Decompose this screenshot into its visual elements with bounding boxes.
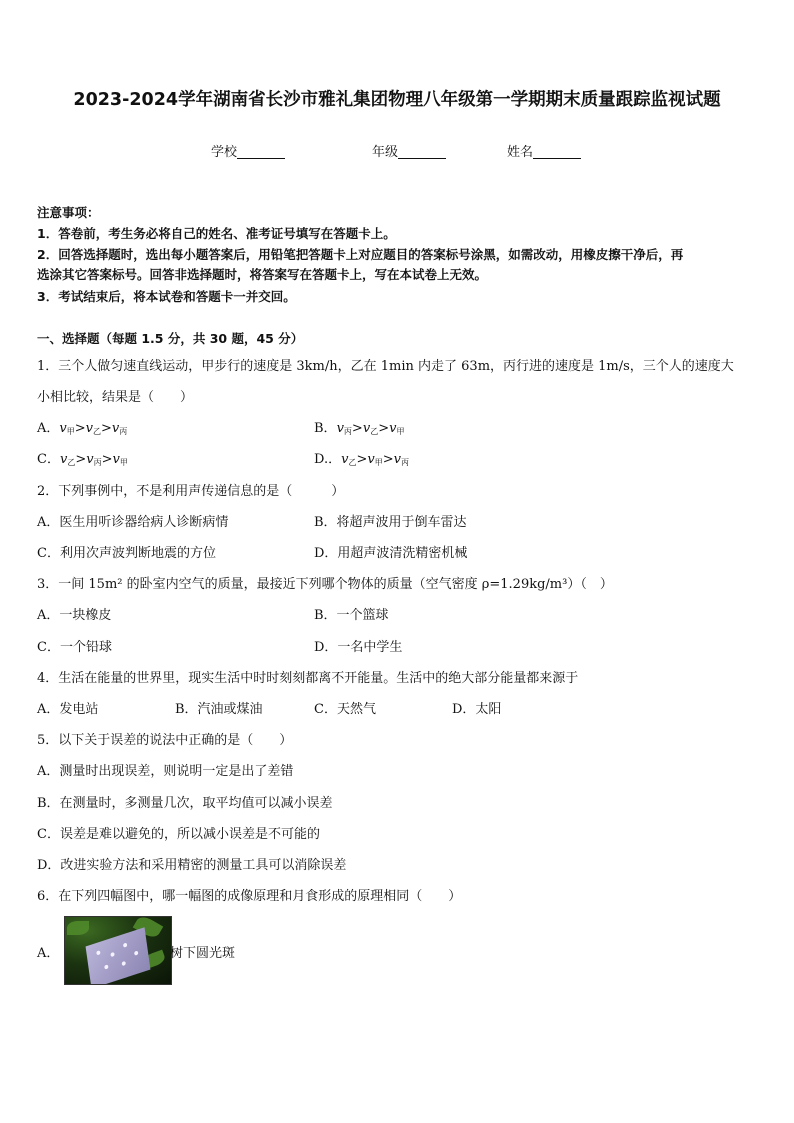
q2-option-d: D．用超声波清洗精密机械 (314, 546, 468, 561)
light-spot (104, 964, 108, 969)
q3-option-d: D．一名中学生 (314, 640, 403, 655)
q1-option-a: A．$v_甲>v_乙>v_丙$ (37, 421, 128, 436)
q1-option-d: D.．$v_乙>v_甲>v_丙$ (314, 452, 409, 467)
leaf-shape (67, 921, 89, 935)
q3-option-b: B．一个篮球 (314, 608, 389, 623)
q3-option-c: C．一个铅球 (37, 640, 112, 655)
section-heading: 一、选择题（每题 1.5 分，共 30 题，45 分） (37, 331, 304, 346)
q6-option-a-label: A． (37, 946, 60, 961)
q2-option-b: B．将超声波用于倒车雷达 (314, 515, 467, 530)
q3-stem: 3．一间 15m² 的卧室内空气的质量，最接近下列哪个物体的质量（空气密度 ρ=1.29kg/m³）（ ） (37, 577, 613, 592)
q2-stem: 2．下列事例中，不是利用声传递信息的是（ ） (37, 484, 345, 499)
q1-option-b: B．$v_丙>v_乙>v_甲$ (314, 421, 405, 436)
q3-option-a: A．一块橡皮 (37, 608, 112, 623)
q5-option-b: B．在测量时，多测量几次，取平均值可以减小误差 (37, 796, 333, 811)
q4-option-a: A．发电站 (37, 702, 99, 717)
q4-option-b: B．汽油或煤油 (175, 702, 263, 717)
notice-heading: 注意事项： (37, 205, 100, 220)
name-blank (533, 145, 581, 159)
q2-option-c: C．利用次声波判断地震的方位 (37, 546, 216, 561)
page-title: 2023-2024学年湖南省长沙市雅礼集团物理八年级第一学期期末质量跟踪监视试题 (73, 90, 721, 110)
q6-option-a-caption: 树下圆光斑 (170, 946, 236, 961)
light-spot (96, 950, 100, 955)
school-label: 学校 (211, 145, 238, 160)
notice-item-1: 1．答卷前，考生务必将自己的姓名、准考证号填写在答题卡上。 (37, 226, 396, 241)
q5-option-a: A．测量时出现误差，则说明一定是出了差错 (37, 764, 294, 779)
school-field (211, 141, 285, 160)
name-label: 姓名 (507, 145, 534, 160)
notice-item-2-cont: 选涂其它答案标号。回答非选择题时，将答案写在答题卡上，写在本试卷上无效。 (37, 267, 488, 282)
q1-stem-line1: 1．三个人做匀速直线运动，甲步行的速度是 3km/h，乙在 1min 内走了 63m，丙行进的速度是 1m/s，三个人的速度大 (37, 359, 734, 374)
name-field (507, 141, 581, 160)
light-spot (123, 943, 127, 948)
q5-stem: 5．以下关于误差的说法中正确的是（ ） (37, 733, 293, 748)
q4-stem: 4．生活在能量的世界里，现实生活中时时刻刻都离不开能量。生活中的绝大部分能量都来源于 (37, 671, 579, 686)
q6-stem: 6．在下列四幅图中，哪一幅图的成像原理和月食形成的原理相同（ ） (37, 889, 462, 904)
school-blank (237, 145, 285, 159)
grade-blank (398, 145, 446, 159)
q5-option-d: D．改进实验方法和采用精密的测量工具可以消除误差 (37, 858, 347, 873)
grade-field (372, 141, 446, 160)
q4-option-c: C．天然气 (314, 702, 376, 717)
notice-item-2: 2．回答选择题时，选出每小题答案后，用铅笔把答题卡上对应题目的答案标号涂黑，如需改动，用橡皮擦干净后，再 (37, 247, 684, 262)
q4-option-d: D．太阳 (452, 702, 502, 717)
paper-card (86, 927, 151, 985)
q1-stem-line2: 小相比较，结果是（ ） (37, 390, 194, 405)
q5-option-c: C．误差是难以避免的，所以减小误差是不可能的 (37, 827, 320, 842)
q2-option-a: A．医生用听诊器给病人诊断病情 (37, 515, 229, 530)
q1-option-c: C．$v_乙>v_丙>v_甲$ (37, 452, 128, 467)
grade-label: 年级 (372, 145, 399, 160)
notice-item-3: 3．考试结束后，将本试卷和答题卡一并交回。 (37, 289, 296, 304)
tree-light-spots-photo (64, 916, 172, 985)
light-spot (122, 961, 126, 966)
light-spot (110, 952, 114, 957)
light-spot (134, 951, 138, 956)
